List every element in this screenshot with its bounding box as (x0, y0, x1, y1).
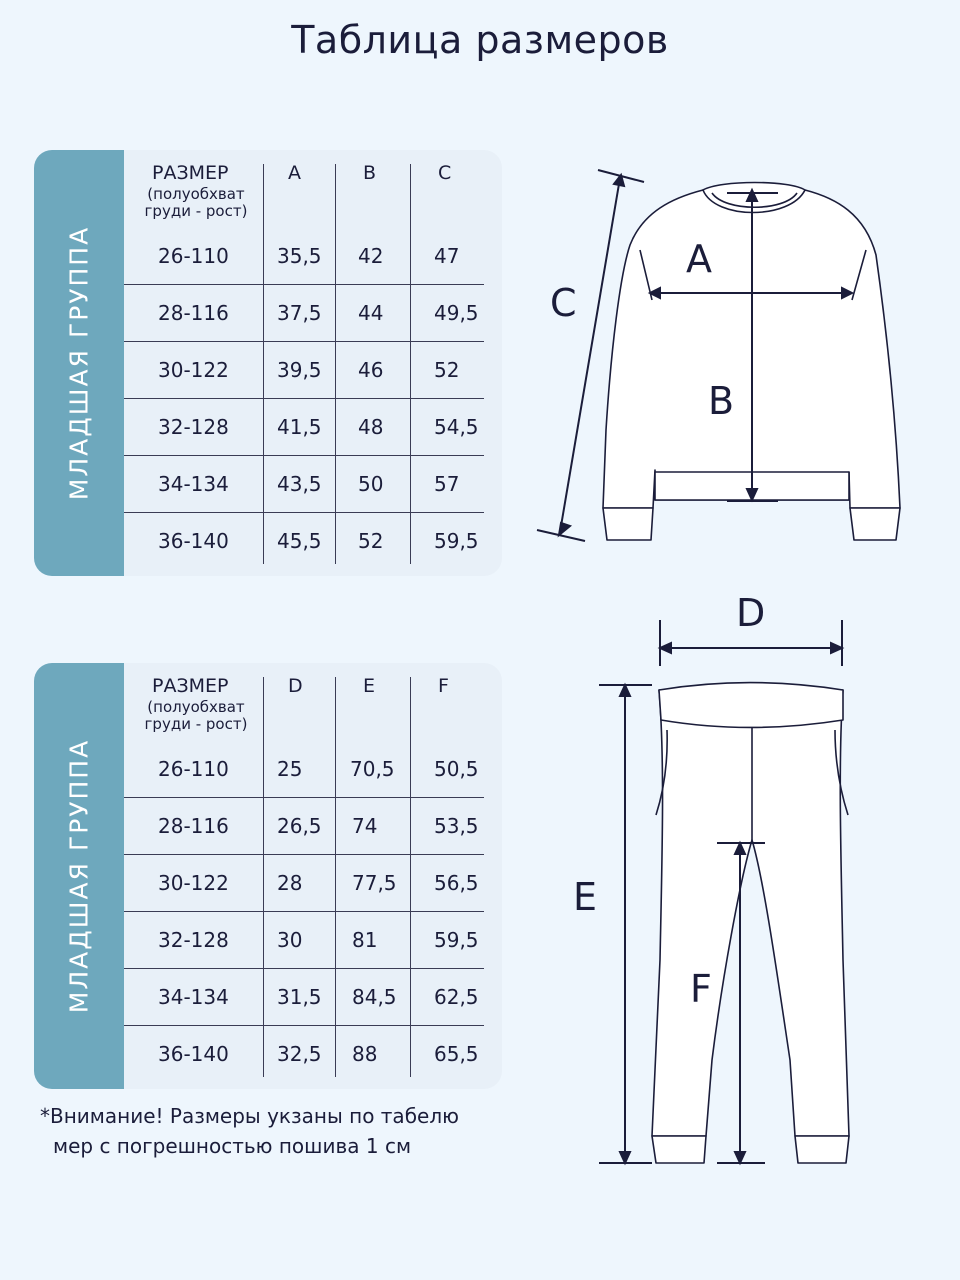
value-cell: 31,5 (277, 985, 322, 1009)
size-cell: 30-122 (158, 358, 229, 382)
measure-label-f: F (690, 967, 712, 1011)
value-cell: 53,5 (434, 814, 479, 838)
disclaimer-note (40, 1101, 459, 1161)
value-cell: 25 (277, 757, 303, 781)
size-cell: 32-128 (158, 415, 229, 439)
value-cell: 28 (277, 871, 303, 895)
size-cell: 32-128 (158, 928, 229, 952)
value-cell: 52 (358, 529, 384, 553)
size-cell: 34-134 (158, 472, 229, 496)
size-cell: 28-116 (158, 814, 229, 838)
value-cell: 47 (434, 244, 460, 268)
note-line-1: *Внимание! Размеры укзаны по табелю (40, 1104, 459, 1128)
measure-label-e: E (573, 875, 598, 919)
measure-label-d: D (736, 591, 766, 635)
group-label: МЛАДШАЯ ГРУППА (64, 225, 94, 501)
value-cell: 39,5 (277, 358, 322, 382)
pants-body (652, 690, 849, 1136)
value-cell: 65,5 (434, 1042, 479, 1066)
value-cell: 32,5 (277, 1042, 322, 1066)
measure-label-c: C (550, 281, 577, 325)
value-cell: 46 (358, 358, 384, 382)
value-cell: 26,5 (277, 814, 322, 838)
size-cell: 26-110 (158, 244, 229, 268)
value-cell: 49,5 (434, 301, 479, 325)
value-cell: 77,5 (352, 871, 397, 895)
value-cell: 42 (358, 244, 384, 268)
column-header-b: B (363, 162, 377, 184)
value-cell: 50,5 (434, 757, 479, 781)
value-cell: 81 (352, 928, 378, 952)
size-header: РАЗМЕР (152, 162, 229, 184)
value-cell: 84,5 (352, 985, 397, 1009)
value-cell: 59,5 (434, 529, 479, 553)
value-cell: 54,5 (434, 415, 479, 439)
column-header-a: A (288, 162, 301, 184)
pants-cuff-right (795, 1136, 849, 1163)
size-cell: 36-140 (158, 1042, 229, 1066)
value-cell: 44 (358, 301, 384, 325)
measure-label-a: A (686, 237, 712, 281)
value-cell: 88 (352, 1042, 378, 1066)
measure-label-b: B (708, 379, 735, 423)
page-title: Таблица размеров (291, 18, 669, 62)
pants-waistband (659, 683, 843, 728)
value-cell: 74 (352, 814, 378, 838)
value-cell: 48 (358, 415, 384, 439)
column-header-c: C (438, 162, 452, 184)
note-line-2: мер с погрешностью пошива 1 см (53, 1134, 412, 1158)
value-cell: 62,5 (434, 985, 479, 1009)
size-cell: 36-140 (158, 529, 229, 553)
group-label: МЛАДШАЯ ГРУППА (64, 738, 94, 1014)
size-subheader: (полуобхват груди - рост) (144, 698, 248, 733)
size-cell: 34-134 (158, 985, 229, 1009)
pants-cuff-left (652, 1136, 706, 1163)
column-header-f: F (438, 675, 449, 697)
value-cell: 57 (434, 472, 460, 496)
value-cell: 70,5 (350, 757, 395, 781)
value-cell: 35,5 (277, 244, 322, 268)
size-header: РАЗМЕР (152, 675, 229, 697)
value-cell: 43,5 (277, 472, 322, 496)
value-cell: 56,5 (434, 871, 479, 895)
size-cell: 26-110 (158, 757, 229, 781)
value-cell: 37,5 (277, 301, 322, 325)
value-cell: 50 (358, 472, 384, 496)
value-cell: 52 (434, 358, 460, 382)
size-cell: 30-122 (158, 871, 229, 895)
column-header-e: E (363, 675, 376, 697)
column-header-d: D (288, 675, 303, 697)
value-cell: 59,5 (434, 928, 479, 952)
value-cell: 45,5 (277, 529, 322, 553)
size-subheader: (полуобхват груди - рост) (144, 185, 248, 220)
size-cell: 28-116 (158, 301, 229, 325)
value-cell: 30 (277, 928, 303, 952)
value-cell: 41,5 (277, 415, 322, 439)
